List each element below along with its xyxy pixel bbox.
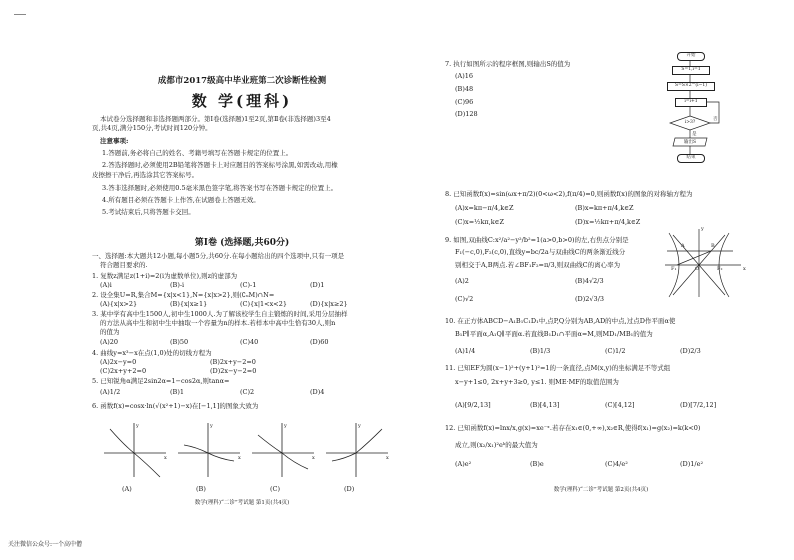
option: (D)128 xyxy=(455,110,478,118)
question-stem: 9. 如图,双曲线C:x²/a²−y²/b²=1(a>0,b>0)的左,右焦点分别是 xyxy=(445,236,629,244)
hyp-label: F₁ xyxy=(671,266,677,272)
svg-text:y: y xyxy=(284,423,287,429)
question-stem: 的值为 xyxy=(100,328,120,336)
option: (D){x|x≥2} xyxy=(310,300,348,308)
graph-label: (C) xyxy=(270,485,281,493)
flow-incr: i=i+1 xyxy=(675,98,707,107)
option: (D)60 xyxy=(310,338,329,346)
option: (B)4√2/3 xyxy=(575,277,604,285)
notice-item: 皮擦擦干净后,再选涂其它答案标号。 xyxy=(92,171,199,179)
option: (A){x|x>2} xyxy=(100,300,138,308)
notice-item: 5.考试结束后,只将答题卡交回。 xyxy=(102,208,195,216)
option: (D)4 xyxy=(310,388,325,396)
notice-item: 4.所有题目必须在答题卡上作答,在试题卷上答题无效。 xyxy=(102,196,260,204)
option: (A)x=kπ−π/4,k∈Z xyxy=(455,204,514,212)
flow-output: 输出S xyxy=(683,140,697,145)
question-stem: 1. 复数z满足z(1+i)=2(i为虚数单位),则z的虚部为 xyxy=(92,272,238,280)
option: (C)4/e² xyxy=(605,460,628,468)
flow-yes: 是 xyxy=(692,132,697,137)
question-stem: 7. 执行如图所示的程序框图,则输出S的值为 xyxy=(445,60,571,68)
hyp-label: F₂ xyxy=(717,266,723,272)
section-title: 第Ⅰ卷 (选择题,共60分) xyxy=(194,238,290,248)
question-stem: F₁(−c,0),F₂(c,0),直线y=bc/2a与双曲线C的两条渐近线分 xyxy=(455,248,626,256)
option: (B){x|x≥1} xyxy=(170,300,208,308)
question-stem: 成立,则(x₂/x₁)²eᵏ的最大值为 xyxy=(455,441,538,449)
notice-heading: 注意事项: xyxy=(100,137,129,145)
option: (A)e² xyxy=(455,460,472,468)
svg-text:x: x xyxy=(238,455,241,461)
option: (C)2 xyxy=(240,388,255,396)
notice-item: 3.答非选择题时,必须使用0.5毫米黑色签字笔,将答案书写在答题卡规定的位置上。 xyxy=(102,184,338,192)
question-stem: 3. 某中学有高中生1500人,初中生1000人.为了解该校学生自主锻炼的时间,采用分层抽样 xyxy=(92,310,348,318)
option: (C)-1 xyxy=(240,281,257,289)
question-stem: 的方法从高中生和初中生中抽取一个容量为n的样本.若样本中高中生恰有30人,则n xyxy=(100,319,336,327)
hyp-label: y xyxy=(701,226,704,232)
option: (C)2x+y+2=0 xyxy=(100,367,147,375)
svg-text:y: y xyxy=(358,423,361,429)
option: (A)16 xyxy=(455,72,474,80)
page-footer: 数学(理科)“二诊”考试题 第2页(共4页) xyxy=(553,487,649,493)
option: (D)x=½kπ+π/4,k∈Z xyxy=(575,218,641,226)
option: (C){x|1<x<2} xyxy=(240,300,288,308)
option: (D)1 xyxy=(310,281,325,289)
question-stem: 别相交于A,B两点.若∠BF₁F₂=π/3,则双曲线C的离心率为 xyxy=(455,261,621,269)
option: (C)√2 xyxy=(455,295,474,303)
svg-text:y: y xyxy=(210,423,213,429)
svg-text:x: x xyxy=(386,455,389,461)
svg-text:x: x xyxy=(164,455,167,461)
option: (C)96 xyxy=(455,98,474,106)
option: (C)40 xyxy=(240,338,259,346)
option: (B)-i xyxy=(170,281,185,289)
question-stem: 12. 已知函数f(x)=lnx/x,g(x)=xe⁻ˣ.若存在x₁∈(0,+∞),x₂∈R,使得f(x₁)=g(x₂)=k(k<0) xyxy=(445,424,701,432)
option: (A)i xyxy=(100,281,112,289)
option: (D)2x−y−2=0 xyxy=(210,367,257,375)
left-page xyxy=(92,40,392,510)
option: (C)x=½kπ,k∈Z xyxy=(455,218,505,226)
flow-start: 开始 xyxy=(677,52,705,61)
flow-init: S=1,i=1 xyxy=(672,66,710,75)
option: (B)1 xyxy=(170,388,184,396)
option: (C)[4,12] xyxy=(605,401,635,409)
option: (A)2 xyxy=(455,277,469,285)
option: (B)[4,13] xyxy=(530,401,560,409)
hyp-label: B xyxy=(711,243,715,249)
hyp-label: O xyxy=(695,266,700,272)
option: (A)1/4 xyxy=(455,347,476,355)
flow-cond: i>3? xyxy=(684,120,696,125)
flow-end: 结束 xyxy=(677,154,705,163)
svg-text:y: y xyxy=(136,423,139,429)
hyp-label: A xyxy=(681,243,685,249)
option: (B)2x+y−2=0 xyxy=(210,358,256,366)
option: (D)2√3/3 xyxy=(575,295,605,303)
question-stem: B₁P∥平面α,A₁Q∥平面α.若直线B₁D₁∩平面α=M,则MD₁/MB₁的值为 xyxy=(455,330,653,338)
option: (B)48 xyxy=(455,85,474,93)
question-stem: 5. 已知锐角α满足2sin2α=1−cos2α,则tanα= xyxy=(92,377,230,385)
hyperbola-figure xyxy=(663,225,743,300)
exam-title: 成都市2017级高中毕业班第二次诊断性检测 xyxy=(157,76,327,86)
option: (D)1/e² xyxy=(680,460,704,468)
question-stem: 8. 已知函数f(x)=sin(ωx+π/2)(0<ω<2),f(π/4)=0,则函数f(x)的图象的对称轴方程为 xyxy=(445,190,693,198)
question-stem: 10. 在正方体ABCD−A₁B₁C₁D₁中,点P,Q分别为AB,AD的中点,过点D作平面α使 xyxy=(445,317,676,325)
notice-item: 2.答选择题时,必须使用2B铅笔将答题卡上对应题目的答案标号涂黑,如需改动,用橡 xyxy=(102,161,338,169)
section-desc: 符合题目要求的. xyxy=(100,261,148,269)
hyp-label: x xyxy=(743,266,746,272)
option: (D)[7/2,12] xyxy=(680,401,717,409)
corner-mark xyxy=(14,14,26,15)
graph-label: (D) xyxy=(344,485,355,493)
function-graphs xyxy=(100,415,390,485)
option: (B)x=kπ+π/4,k∈Z xyxy=(575,204,634,212)
question-stem: 2. 设全集U=R,集合M={x|x<1},N={x|x>2},则(∁ᵤM)∩N= xyxy=(92,291,275,299)
graph-label: (B) xyxy=(196,485,206,493)
option: (B)e xyxy=(530,460,544,468)
option: (B)50 xyxy=(170,338,189,346)
section-desc: 一、选择题:本大题共12小题,每小题5分,共60分.在每小题给出的四个选项中,只有一项是 xyxy=(92,252,345,260)
option: (A)[9/2,13] xyxy=(455,401,491,409)
svg-text:x: x xyxy=(312,455,315,461)
option: (A)1/2 xyxy=(100,388,121,396)
page-footer: 数学(理科)“二诊”考试题 第1页(共4页) xyxy=(194,500,290,506)
option: (A)2x−y=0 xyxy=(100,358,137,366)
question-stem: 6. 函数f(x)=cosx·ln(√(x²+1)−x)在[−1,1]的图象大致为 xyxy=(92,402,259,410)
option: (D)2/3 xyxy=(680,347,701,355)
option: (C)1/2 xyxy=(605,347,626,355)
graph-label: (A) xyxy=(122,485,132,493)
notice-item: 1.答题前,务必将自己的姓名、考籍号填写在答题卡规定的位置上。 xyxy=(102,149,293,157)
intro-line: 本试卷分选择题和非选择题两部分。第Ⅰ卷(选择题)1至2页,第Ⅱ卷(非选择题)3至4 xyxy=(100,115,331,123)
right-page xyxy=(445,40,757,510)
bottom-note: 关注微信公众号:一个高中僧 xyxy=(8,541,83,548)
flow-body: S=S×2^(i−1) xyxy=(667,82,715,91)
option: (A)20 xyxy=(100,338,119,346)
question-stem: 4. 曲线y=x³−x在点(1,0)处的切线方程为 xyxy=(92,349,212,357)
question-stem: x−y+1≤0, 2x+y+3≥0, y≤1. 则ME·MF的取值范围为 xyxy=(455,378,619,386)
question-stem: 11. 已知EF为圆(x−1)²+(y+1)²=1的一条直径,点M(x,y)的坐标满足不等式组 xyxy=(445,364,671,372)
flowchart xyxy=(655,50,725,200)
option: (B)1/3 xyxy=(530,347,551,355)
flow-no: 否 xyxy=(713,117,718,122)
intro-line: 页,共4页,满分150分,考试时间120分钟。 xyxy=(92,124,212,132)
exam-subject: 数 学(理科) xyxy=(191,92,293,110)
